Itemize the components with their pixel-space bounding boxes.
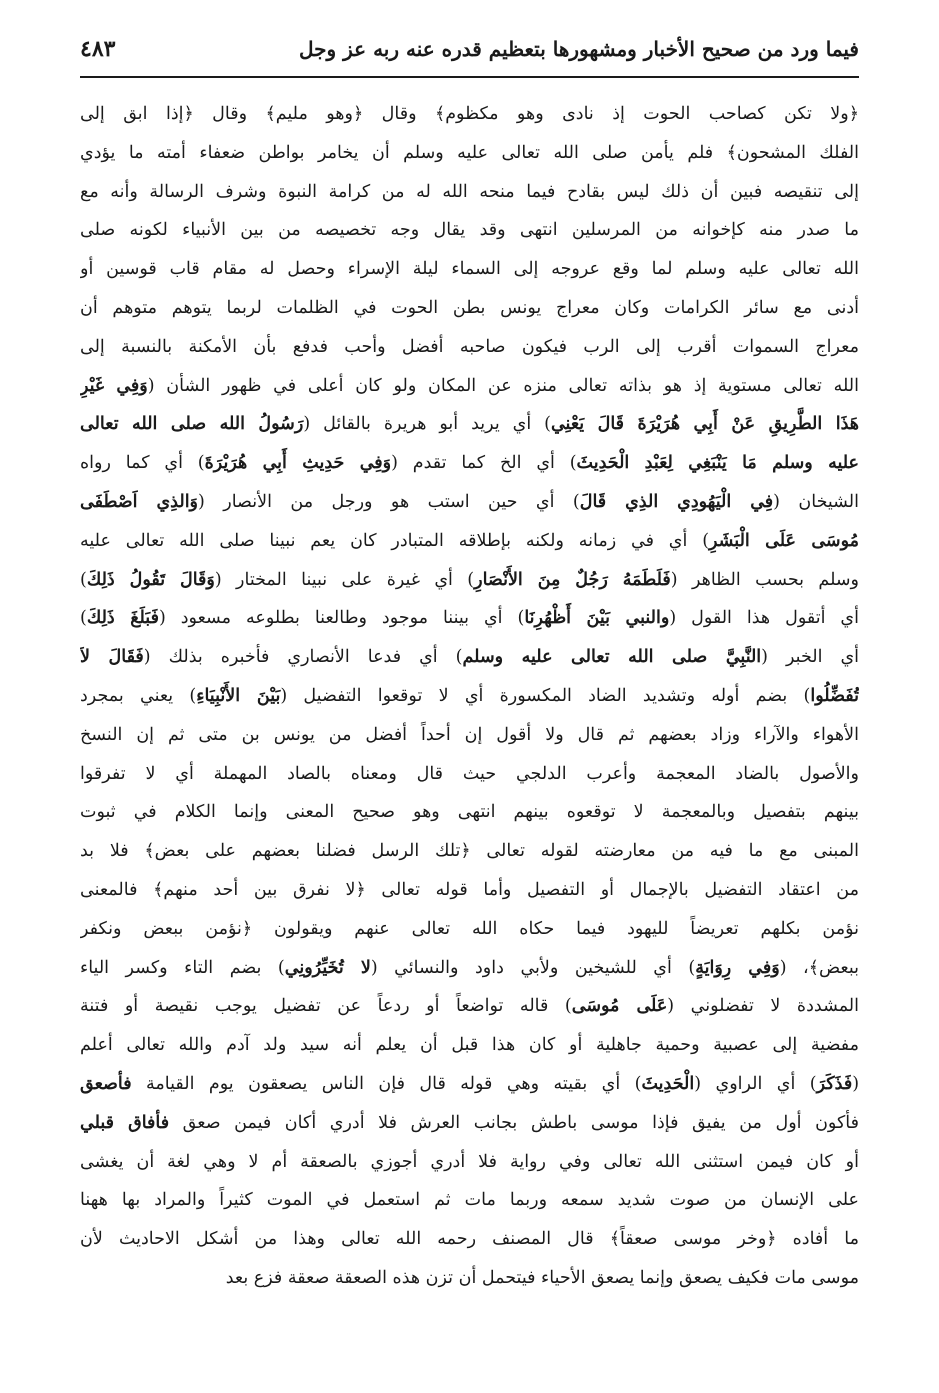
commentary-text: الأهواء والآراء وزاد بعضهم ثم قال ولا أقول إن أحداً أفضل من يونس بن متى ثم إن النسخ	[80, 724, 859, 745]
commentary-text: ) أي يريد أبو هريرة بالقائل (	[303, 414, 551, 435]
text-line	[80, 522, 859, 561]
commentary-text: ) أي بقيته وهي قوله قال فإن الناس يصعقون يوم القيامة	[131, 1073, 642, 1094]
text-line	[80, 444, 859, 483]
quoted-hadith-text: رَسُولُ الله صلى الله تعالى	[80, 414, 304, 435]
quoted-hadith-text: وَالذِي اَصْطَفَى	[80, 491, 199, 512]
text-line	[80, 716, 859, 755]
quoted-hadith-text: وَفِي غَيْرِ	[80, 375, 148, 396]
commentary-text: فأكون أول من يفيق فإذا موسى باطش بجانب العرش فلا أدري أكان فيمن صعق	[169, 1112, 859, 1133]
commentary-text: ببعض﴾، (	[779, 957, 859, 978]
commentary-text: ) أي الراوي (	[694, 1073, 817, 1094]
text-line	[80, 1104, 859, 1143]
page-number: ٤٨٣	[80, 36, 116, 62]
commentary-text: والأصول بالضاد المعجمة وأعرب الدلجي حيث قال ومعناه بالصاد المهملة أي لا تفرقوا	[80, 763, 859, 784]
commentary-text: (	[852, 1073, 859, 1094]
text-line	[80, 367, 859, 406]
text-line	[80, 910, 859, 949]
quoted-hadith-text: فَلَطَمَهُ رَجُلٌ مِنَ الأَنْصَارِ	[474, 569, 671, 590]
commentary-text: معراج السموات أقرب إلى الرب فيكون صاحبه أفضل وأحب فدفع بأن الأمكنة بالنسبة إلى	[80, 336, 859, 357]
commentary-text: من اعتقاد التفضيل بالإجمال أو التفصيل وأما قوله تعالى ﴿لا نفرق بين أحد منهم﴾ فالمعنى	[80, 879, 859, 900]
commentary-text: على الإنسان من صوت شديد سمعه وربما مات ثم استعمل في الموت كثيراً والمراد بها ههنا	[80, 1190, 859, 1211]
commentary-text: ) أي فدعا الأنصاري فأخبره بذلك (	[143, 647, 463, 668]
quoted-hadith-text: بَيْنَ الأَنْبِيَاءِ	[196, 685, 281, 706]
commentary-text: المشددة لا تفضلوني (	[667, 996, 859, 1017]
text-line	[80, 871, 859, 910]
commentary-text: ) أي حين استب هو ورجل من الأنصار (	[198, 491, 580, 512]
text-line	[80, 1181, 859, 1220]
quoted-hadith-text: وَقَالَ تَقُولُ ذَلِكَ	[86, 569, 215, 590]
commentary-text: أدنى مع سائر الكرامات وكان معراج يونس بطن الحوت في الظلمات لربما يتوهم متوهم أن	[80, 297, 859, 318]
text-line	[80, 755, 859, 794]
commentary-text: ﴿ولا تكن كصاحب الحوت إذ نادى وهو مكظوم﴾ وقال ﴿وهو مليم﴾ وقال ﴿إذا ابق إلى	[80, 104, 859, 124]
commentary-text: موسى مات فكيف يصعق وإنما يصعق الأحياء فيتحمل أن تزن هذه الصعقة صعقة فزع بعد	[225, 1267, 859, 1288]
body-text	[80, 95, 859, 1298]
commentary-text: الشيخان (	[773, 491, 859, 512]
quoted-hadith-text: عَلَى مُوسَى	[571, 996, 668, 1017]
text-line	[80, 1065, 859, 1104]
text-line	[80, 328, 859, 367]
quoted-hadith-text: فَبَلَغَ ذَلِكَ	[86, 608, 159, 629]
quoted-hadith-text: فَذَكَرَ	[816, 1073, 853, 1094]
header-rule	[80, 76, 859, 78]
text-line	[80, 832, 859, 871]
text-line	[80, 638, 859, 677]
quoted-hadith-text: عليه وسلم مَا يَنْبَغِي لِعَبْدِ الْحَدِيثَ	[576, 453, 859, 474]
commentary-text: ) أي بيننا موجود وطالعنا بطلوعه مسعود (	[158, 608, 525, 629]
text-line	[80, 483, 859, 522]
commentary-text: وسلم بحسب الظاهر (	[670, 569, 859, 590]
commentary-text: ) بضم التاء وكسر الياء	[80, 957, 285, 978]
commentary-text: أي أتقول هذا القول (	[669, 608, 859, 629]
commentary-text: إلى تنقيصه فبين أن ذلك ليس بقادح فيما منحه الله له من كرامة النبوة وشرف الرسالة وأنه مع	[80, 181, 859, 202]
commentary-text: ) أي في زمانه ولكنه بإطلاقه المتبادر كان يعم نبينا صلى الله تعالى عليه	[80, 530, 710, 551]
quoted-hadith-text: وَفِي حَدِيثِ أَبِي هُرَيْرَةَ	[204, 453, 392, 474]
text-line	[80, 250, 859, 289]
quoted-hadith-text: فَقَالَ لاَ	[80, 647, 144, 668]
commentary-text: بينهم بتفصيل وبالمعجمة لا توقعوه بينهم انتهى وهو صحيح المعنى وإنما الكلام في ثبوت	[80, 802, 859, 823]
quoted-hadith-text: فِي الْيَهُودِي الذِي قَالَ	[579, 491, 774, 512]
text-line	[80, 289, 859, 328]
text-line	[80, 211, 859, 250]
text-line	[80, 561, 859, 600]
commentary-text: )	[80, 608, 87, 629]
text-line	[80, 793, 859, 832]
quoted-hadith-text: والنبي بَيْنَ أَظْهُرِنَا	[524, 608, 670, 629]
commentary-text: الله تعالى عليه وسلم لما وقع عروجه إلى السماء ليلة الإسراء وحصل له مقام قاب قوسين أو	[80, 259, 859, 280]
commentary-text: المبنى مع ما فيه من معارضته لقوله تعالى ﴿تلك الرسل فضلنا بعضهم على بعض﴾ فلا بد	[80, 841, 859, 862]
commentary-text: ما أفاده ﴿وخر موسى صعقاً﴾ قال المصنف رحمه الله تعالى وهذا من أشكل الاحاديث لأن	[80, 1229, 859, 1250]
text-line	[80, 677, 859, 716]
commentary-text: الله تعالى مستوية إذ هو بذاته تعالى منزه عن المكان ولو كان أعلى في ظهور الشأن (	[147, 375, 859, 396]
text-line	[80, 1220, 859, 1259]
commentary-text: ) قاله تواضعاً أو ردعاً عن تفضيل يوجب نقيصة أو فتنة	[80, 996, 572, 1017]
quoted-hadith-text: مُوسَى عَلَى الْبَشَرِ	[709, 530, 859, 551]
commentary-text: ما صدر منه كإخوانه من المرسلين انتهى وقد يقال وجه تخصيصه من بين الأنبياء لكونه صلى	[80, 220, 859, 241]
text-line	[80, 599, 859, 638]
text-line	[80, 95, 859, 134]
commentary-text: ) بضم أوله وتشديد الضاد المكسورة أي لا توقعوا التفضيل (	[280, 685, 811, 706]
text-line	[80, 1259, 859, 1298]
quoted-hadith-text: هَذَا الطَّرِيقِ عَنْ أَبِي هُرَيْرَةَ قَالَ يَعْنِي	[550, 414, 859, 435]
text-line	[80, 949, 859, 988]
text-line	[80, 1143, 859, 1182]
commentary-text: ) أي للشيخين ولأبي داود والنسائي (	[370, 957, 696, 978]
text-line	[80, 134, 859, 173]
quoted-hadith-text: فأصعق	[80, 1073, 132, 1094]
commentary-text: أي الخبر (	[761, 647, 859, 668]
quoted-hadith-text: لا تُخَيِّرُونِي	[284, 957, 371, 978]
commentary-text: ) أي غيرة على نبينا المختار (	[214, 569, 475, 590]
commentary-text: ) أي كما رواه	[80, 453, 205, 474]
quoted-hadith-text: النَّبِيَّ صلى الله تعالى عليه وسلم	[462, 647, 762, 668]
text-line	[80, 1026, 859, 1065]
commentary-text: مفضية إلى عصبية وحمية جاهلية أو كان هذا قبل أن يعلم أنه سيد ولد آدم والله تعالى أعلم	[80, 1035, 859, 1056]
commentary-text: )	[80, 569, 87, 590]
quoted-hadith-text: الْحَدِيثَ	[641, 1073, 695, 1094]
commentary-text: أو كان فيمن استثنى الله تعالى وفي رواية فلا أدري أجوزي بالصعقة أم لا وهي لغة أن يغشى	[80, 1151, 859, 1172]
running-header	[80, 28, 859, 70]
commentary-text: نؤمن بكلهم تعريضاً لليهود فيما حكاه الله تعالى عنهم ويقولون ﴿نؤمن ببعض ونكفر	[80, 918, 859, 939]
commentary-text: الفلك المشحون﴾ فلم يأمن صلى الله تعالى عليه وسلم أن يخامر بواطن ضعفاء أمته ما يؤدي	[80, 142, 859, 163]
commentary-text: ) يعني بمجرد	[80, 685, 197, 706]
text-line	[80, 405, 859, 444]
quoted-hadith-text: تُفَضِّلُوا	[810, 685, 859, 706]
running-title: فيما ورد من صحيح الأخبار ومشهورها بتعظيم قدره عنه ربه عز وجل	[299, 37, 859, 61]
text-line	[80, 987, 859, 1026]
text-line	[80, 173, 859, 212]
quoted-hadith-text: فأفاق قبلي	[80, 1112, 170, 1133]
quoted-hadith-text: وَفِي رِوَايَةٍ	[695, 957, 780, 978]
commentary-text: ) أي الخ كما تقدم (	[391, 453, 577, 474]
